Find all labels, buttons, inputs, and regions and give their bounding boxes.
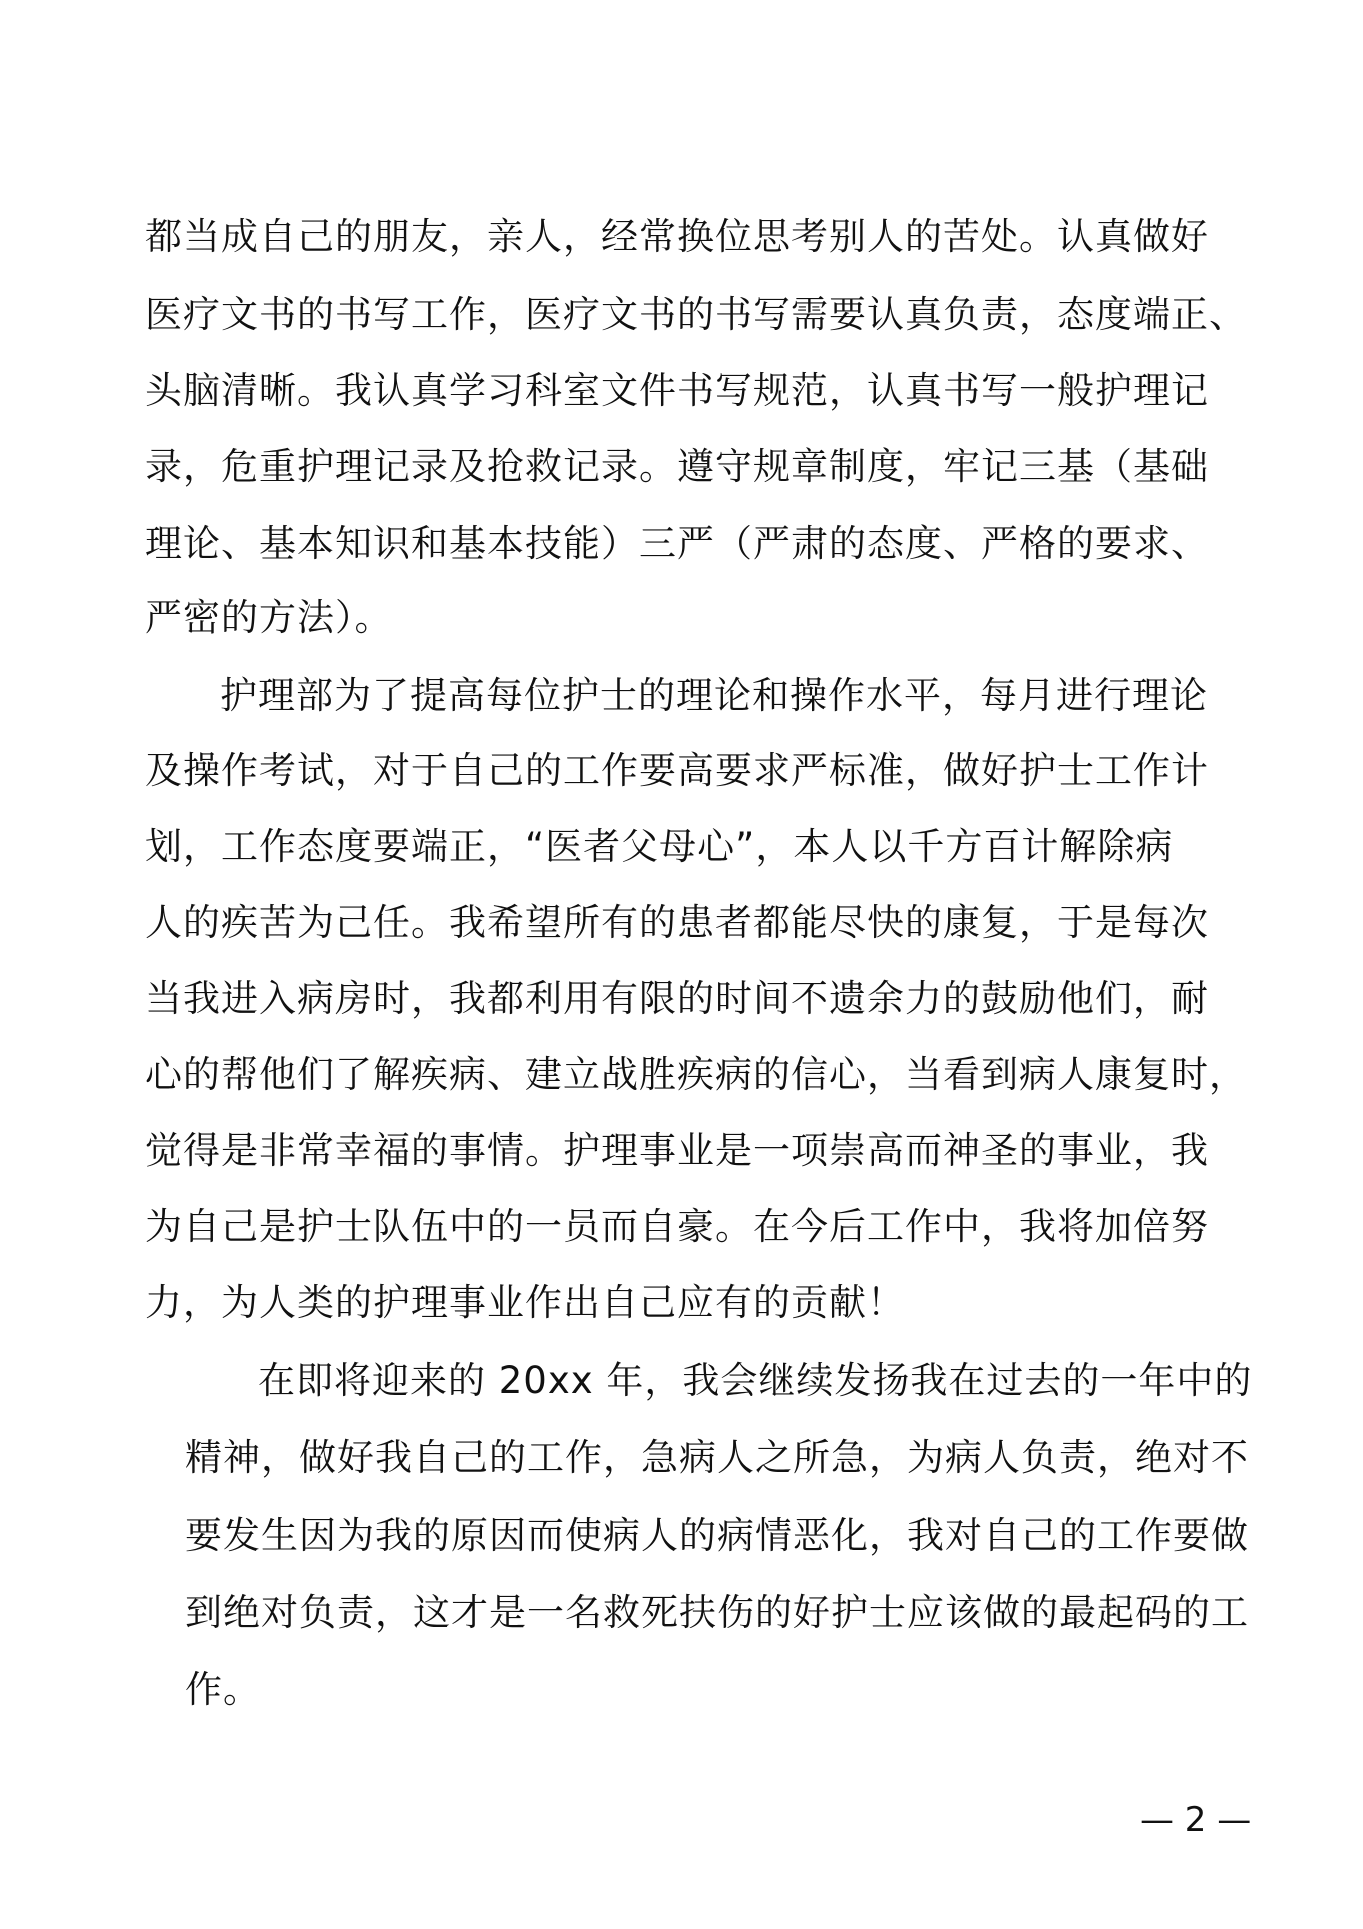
- paragraph-line: 到绝对负责，这才是一名救死扶伤的好护士应该做的最起码的工: [185, 1591, 1249, 1634]
- paragraph-line: 划，工作态度要端正，“医者父母心”，本人以千方百计解除病: [145, 825, 1174, 868]
- paragraph-line: 护理部为了提高每位护士的理论和操作水平，每月进行理论: [220, 674, 1208, 717]
- paragraph-line: 觉得是非常幸福的事情。护理事业是一项崇高而神圣的事业，我: [145, 1129, 1209, 1172]
- paragraph-line: 要发生因为我的原因而使病人的病情恶化，我对自己的工作要做: [185, 1514, 1249, 1557]
- paragraph-line: 理论、基本知识和基本技能）三严（严肃的态度、严格的要求、: [145, 522, 1209, 565]
- paragraph-line: 作。: [185, 1668, 261, 1711]
- paragraph-line: 人的疾苦为己任。我希望所有的患者都能尽快的康复，于是每次: [145, 901, 1209, 944]
- page-number: — 2 —: [1140, 1800, 1252, 1840]
- paragraph-line: 及操作考试，对于自己的工作要高要求严标准，做好护士工作计: [145, 749, 1209, 792]
- paragraph-line: 当我进入病房时，我都利用有限的时间不遗余力的鼓励他们，耐: [145, 977, 1209, 1020]
- paragraph-line: 在即将迎来的 20xx 年，我会继续发扬我在过去的一年中的: [258, 1359, 1253, 1402]
- paragraph-line: 都当成自己的朋友，亲人，经常换位思考别人的苦处。认真做好: [145, 215, 1209, 258]
- paragraph-line: 医疗文书的书写工作，医疗文书的书写需要认真负责，态度端正、: [145, 293, 1247, 336]
- paragraph-line: 录，危重护理记录及抢救记录。遵守规章制度，牢记三基（基础: [145, 445, 1209, 488]
- paragraph-line: 严密的方法）。: [145, 596, 393, 639]
- paragraph-line: 精神，做好我自己的工作，急病人之所急，为病人负责，绝对不: [185, 1436, 1249, 1479]
- paragraph-line: 为自己是护士队伍中的一员而自豪。在今后工作中，我将加倍努: [145, 1205, 1209, 1248]
- paragraph-line: 头脑清晰。我认真学习科室文件书写规范，认真书写一般护理记: [145, 369, 1209, 412]
- paragraph-line: 力，为人类的护理事业作出自己应有的贡献！: [145, 1281, 905, 1324]
- paragraph-line: 心的帮他们了解疾病、建立战胜疾病的信心，当看到病人康复时，: [145, 1053, 1247, 1096]
